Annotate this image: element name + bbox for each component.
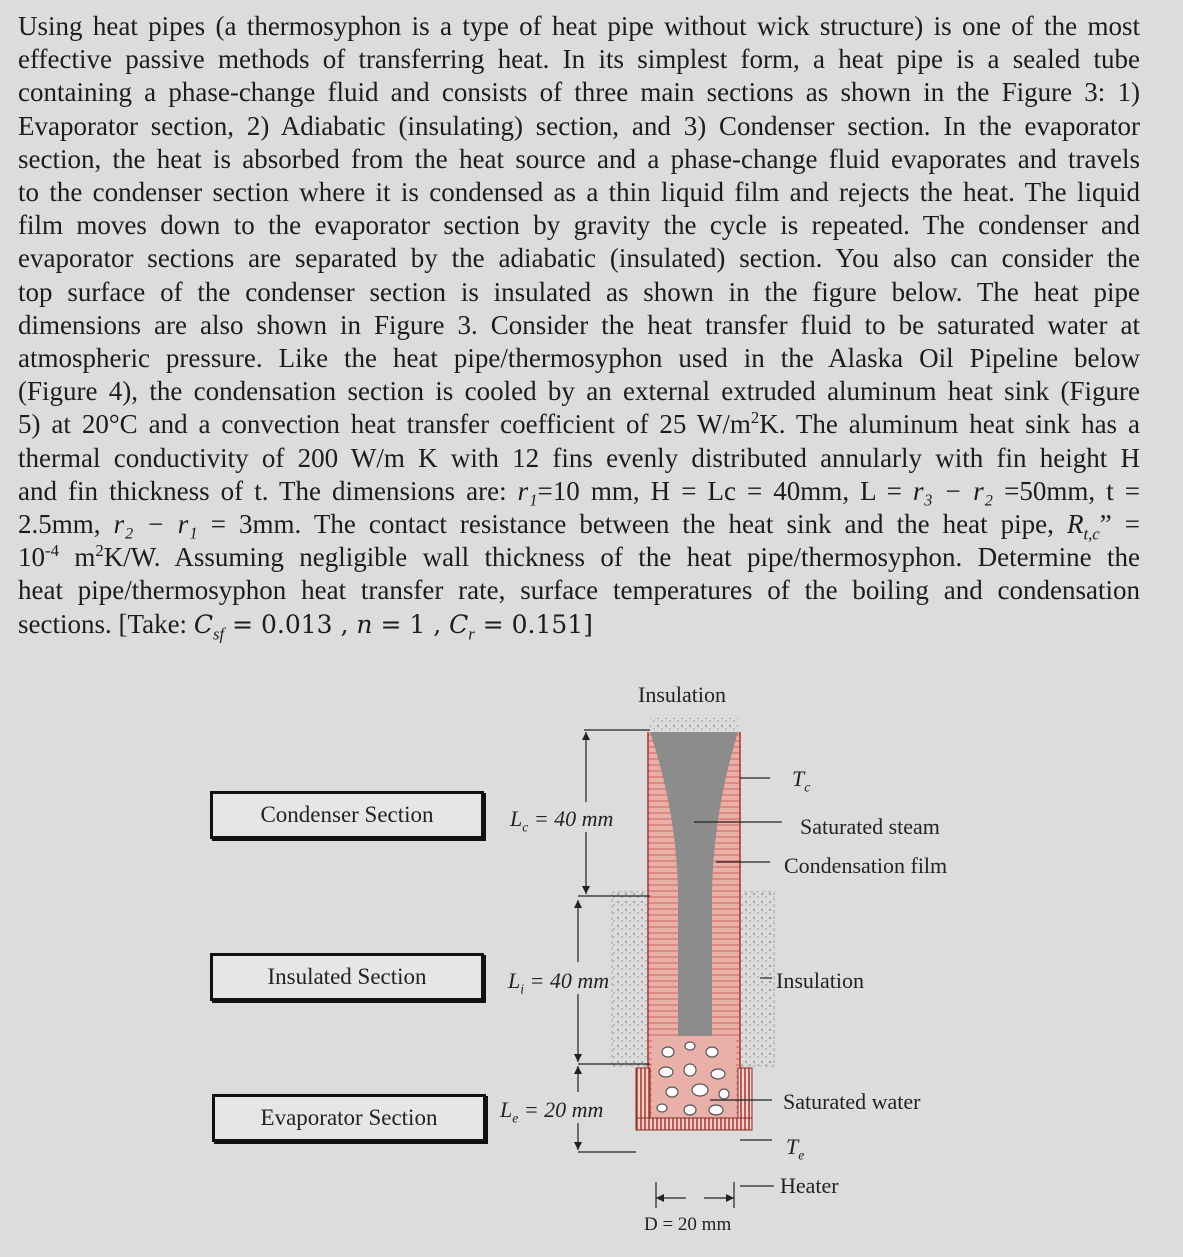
heat-pipe-figure bbox=[0, 660, 1183, 1257]
evaporator-section-box: Evaporator Section bbox=[212, 1094, 486, 1142]
top-insulation-label: Insulation bbox=[638, 682, 726, 707]
text-line: evaporator sections are separated by the adiabatic (insulated) section. You also can consider the bbox=[18, 243, 1140, 274]
li-dimension-label: $L_i = 40$ mm bbox=[508, 968, 610, 997]
text-line: film moves down to the evaporator section by gravity the cycle is repeated. The condenser and bbox=[18, 210, 1140, 241]
text-line: 5) at 20°C and a convection heat transfer coefficient of 25 $W/m^2K$. The aluminum heat sink has a bbox=[18, 408, 1140, 440]
te-label: $T_e$ bbox=[786, 1134, 805, 1163]
text-line: containing a phase-change fluid and consists of three main sections as shown in the Figure 3: 1) bbox=[18, 77, 1140, 108]
text-line: dimensions are also shown in Figure 3. Consider the heat transfer fluid to be saturated water at bbox=[18, 309, 1140, 340]
side-insulation-label: Insulation bbox=[776, 968, 864, 993]
math-rtc: R bbox=[1066, 509, 1084, 540]
text-line: section, the heat is absorbed from the heat source and a phase-change fluid evaporates and travels bbox=[18, 143, 1140, 174]
text-line: $10^{-4}$ $m^2K/W$. Assuming negligible wall thickness of the heat pipe/thermosyphon. Determine the bbox=[18, 541, 1140, 573]
text-line: to the condenser section where it is condensed as a thin liquid film and rejects the heat. The liquid bbox=[18, 177, 1140, 208]
heat-pipe-diagram bbox=[0, 660, 1183, 1257]
top-insulation-strip bbox=[650, 718, 738, 730]
condensation-film-label: Condensation film bbox=[784, 853, 948, 878]
heater-label: Heater bbox=[780, 1173, 839, 1198]
problem-statement bbox=[18, 10, 1140, 644]
text-line: and fin thickness of t. The dimensions are: r₁=10 mm, H = Lc = 40mm, L = r₃ − r₂ =50mm, t = bbox=[18, 475, 1140, 506]
text-line: effective passive methods of transferring heat. In its simplest form, a heat pipe is a sealed tube bbox=[18, 44, 1140, 75]
saturated-steam-label: Saturated steam bbox=[800, 814, 940, 839]
le-dimension-label: $L_e = 20$ mm bbox=[500, 1097, 604, 1126]
heater-bottom bbox=[636, 1118, 752, 1130]
text-line: 2.5mm, r₂ − r₁ = 3mm. The contact resistance between the heat sink and the heat pipe, $R_{t,c}$” = bbox=[18, 509, 1140, 544]
text-line: Using heat pipes (a thermosyphon is a type of heat pipe without wick structure) is one of the most bbox=[18, 11, 1140, 41]
text-line: atmospheric pressure. Like the heat pipe/thermosyphon used in the Alaska Oil Pipeline below bbox=[18, 343, 1140, 374]
insulation-right bbox=[738, 892, 774, 1066]
text-line: thermal conductivity of 200 W/m K with 12 fins evenly distributed annularly with fin height H bbox=[18, 442, 1140, 473]
math-r1: r₁ bbox=[517, 475, 538, 506]
text-line: Evaporator section, 2) Adiabatic (insulating) section, and 3) Condenser section. In the evaporator bbox=[18, 110, 1140, 141]
math-r2-r1: r₂ − r₁ bbox=[113, 509, 198, 540]
condenser-section-box: Condenser Section bbox=[210, 791, 484, 839]
text-line: sections. [Take: $C_{sf} = 0.013$ , n = 1 , $C_r = 0.151$] bbox=[18, 608, 593, 644]
math-r3-r2: r₃ − r₂ bbox=[912, 475, 994, 506]
insulation-left bbox=[612, 892, 650, 1066]
text-line: (Figure 4), the condensation section is cooled by an external extruded aluminum heat sink (Figure bbox=[18, 376, 1140, 407]
saturated-water-label: Saturated water bbox=[783, 1089, 921, 1114]
insulated-section-box: Insulated Section bbox=[210, 953, 484, 1001]
text-line: heat pipe/thermosyphon heat transfer rate, surface temperatures of the boiling and condensation bbox=[18, 575, 1140, 606]
tc-label: $T_c$ bbox=[792, 766, 811, 795]
lc-dimension-label: $L_c = 40$ mm bbox=[510, 806, 614, 835]
diameter-label: D = 20 mm bbox=[644, 1214, 732, 1235]
text-line: top surface of the condenser section is insulated as shown in the figure below. The heat pipe bbox=[18, 276, 1140, 307]
